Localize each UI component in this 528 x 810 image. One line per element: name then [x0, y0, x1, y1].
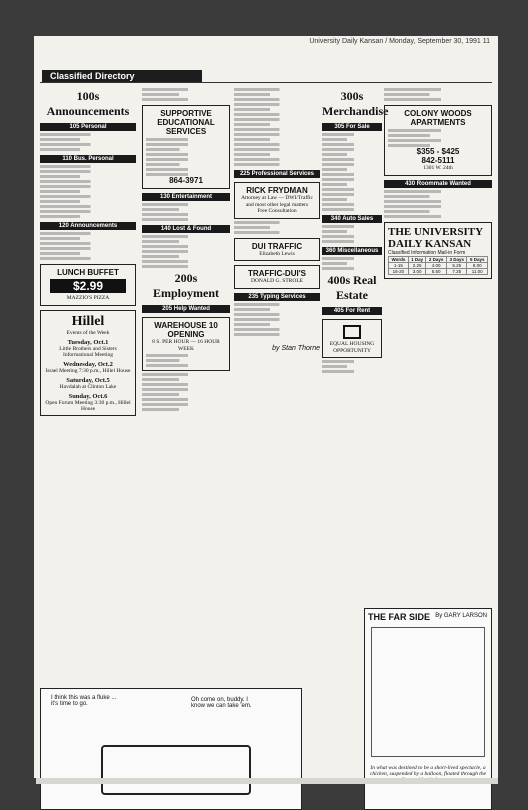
real-estate-heading: 400s Real Estate [327, 273, 377, 302]
classified-directory-header: Classified Directory [42, 70, 202, 82]
rates-cell: 4.00 [426, 262, 447, 268]
lunch-price: $2.99 [50, 279, 126, 293]
support-phone: 864-3971 [169, 176, 203, 185]
miscellaneous-header: 360 Miscellaneous [322, 247, 382, 255]
hillel-event-day: Sunday, Oct.6 [68, 392, 108, 400]
rates-cell: 5.25 [446, 262, 467, 268]
stan-thorne-credit: by Stan Thorne [272, 344, 320, 352]
pool-cartoon [40, 688, 302, 810]
colony-woods-ad [384, 105, 492, 176]
professional-services-header: 225 Professional Services [234, 170, 320, 178]
paper-edge [36, 778, 498, 784]
entertainment-header: 130 Entertainment [142, 193, 230, 201]
rick-name: RICK FRYDMAN [246, 186, 308, 195]
rates-cell: 3.00 [408, 268, 426, 274]
typing-services-header: 235 Typing Services [234, 293, 320, 301]
traffic-dui-ad [234, 265, 320, 289]
rick-sub: Attorney at Law — DWI/Traffic and most other legal matters [241, 195, 313, 208]
warehouse-sub: 8 S. PER HOUR — 16 HOUR WEEK [152, 339, 220, 352]
bus-personal-header: 110 Bus. Personal [40, 155, 136, 163]
equal-housing-ad [322, 319, 382, 358]
column-1 [40, 86, 136, 416]
hillel-ad [40, 310, 136, 416]
far-side-caption: In what was destined to be a short-lived spectacle, a chicken, suspended by a balloon, floated through the [369, 765, 487, 777]
mazzios-name: MAZZIO'S PIZZA [66, 295, 110, 301]
auto-sales-header: 340 Auto Sales [322, 215, 382, 223]
warehouse-title: WAREHOUSE 10 OPENING [154, 321, 218, 339]
rates-cell: 16-20 [389, 268, 409, 274]
colony-address: 1301 W. 24th [423, 165, 453, 171]
colony-phone: 842-5111 [421, 156, 455, 165]
dui-title: DUI TRAFFIC [251, 241, 303, 251]
hillel-title: Hillel [71, 313, 105, 329]
roommate-wanted-header: 430 Roommate Wanted [384, 180, 492, 188]
rates-header: 1 Day [408, 256, 426, 262]
for-sale-header: 305 For Sale [322, 123, 382, 131]
traffic-title: TRAFFIC-DUI'S [248, 269, 306, 278]
equal-housing-text: EQUAL HOUSING OPPORTUNITY [329, 341, 375, 354]
hillel-event-day: Saturday, Oct.5 [66, 376, 110, 384]
house-icon [343, 325, 361, 339]
rick-free: Free Consultation [257, 208, 297, 214]
kansan-title: THE UNIVERSITY DAILY KANSAN [388, 225, 483, 250]
colony-price: $355 - $425 [416, 147, 460, 156]
hillel-event-desc: Israel Meeting 7:30 p.m., Hillel House [45, 367, 131, 374]
rates-header: 5 Days [467, 256, 488, 262]
pool-table-drawing [101, 745, 251, 795]
speech-bubble-right: Oh come on, buddy. I know we can take 'em. [191, 697, 252, 709]
hillel-event-day: Tuesday, Oct.1 [67, 338, 109, 346]
rates-cell: 5.50 [426, 268, 447, 274]
employment-heading: 200s Employment [153, 271, 219, 300]
running-head: University Daily Kansan / Monday, September 30, 1991 11 [309, 38, 490, 45]
column-5 [384, 86, 492, 279]
rates-header: 3 Days [446, 256, 467, 262]
announcements-header: 120 Announcements [40, 222, 136, 230]
rates-header: Words [389, 256, 409, 262]
kansan-subtitle: Classified Information Mail-in Form [388, 249, 466, 256]
column-2 [142, 86, 230, 411]
personal-header: 105 Personal [40, 123, 136, 131]
hillel-event-desc: Open Forum Meeting 3:30 p.m., Hillel House [45, 399, 131, 412]
dui-traffic-ad [234, 238, 320, 262]
newspaper-page [34, 36, 498, 778]
header-rule [40, 82, 492, 83]
far-side-title: THE FAR SIDE [368, 612, 431, 622]
rates-header: 2 Days [426, 256, 447, 262]
rates-cell: 2.25 [408, 262, 426, 268]
kansan-mail-in-form [384, 222, 492, 279]
rick-frydman-ad [234, 182, 320, 219]
far-side-drawing [371, 627, 485, 757]
hillel-subtitle: Events of the Week [66, 329, 110, 336]
speech-bubble-left: I think this was a fluke ... it's time to go. [51, 695, 117, 707]
hillel-event-desc: Little Brothers and Sisters Informational Meeting [59, 345, 117, 358]
lost-found-header: 140 Lost & Found [142, 225, 230, 233]
column-4 [322, 86, 389, 373]
announcements-heading: 100s Announcements [46, 89, 130, 118]
rates-cell: 11.00 [467, 268, 488, 274]
colony-title: COLONY WOODS APARTMENTS [404, 109, 472, 127]
traffic-name: DONALD G. STROLE [250, 278, 304, 284]
supportive-services-ad [142, 105, 230, 189]
for-rent-header: 405 For Rent [322, 307, 382, 315]
far-side-byline: By GARY LARSON [435, 613, 487, 619]
rates-table [388, 256, 488, 275]
lunch-title: LUNCH BUFFET [57, 268, 119, 277]
warehouse-ad [142, 317, 230, 371]
rates-cell: 8.00 [467, 262, 488, 268]
rates-cell: 1-15 [389, 262, 409, 268]
rates-cell: 7.25 [446, 268, 467, 274]
hillel-event-desc: Havdalah at Clinton Lake [59, 383, 117, 390]
support-title: SUPPORTIVE EDUCATIONAL SERVICES [157, 109, 215, 136]
merchandise-heading: 300s Merchandise [322, 89, 389, 118]
dui-name: Elizabeth Lewis [259, 250, 295, 257]
lunch-buffet-ad [40, 264, 136, 306]
hillel-event-day: Wednesday, Oct.2 [63, 360, 113, 368]
help-wanted-header: 205 Help Wanted [142, 305, 230, 313]
column-3 [234, 86, 320, 352]
